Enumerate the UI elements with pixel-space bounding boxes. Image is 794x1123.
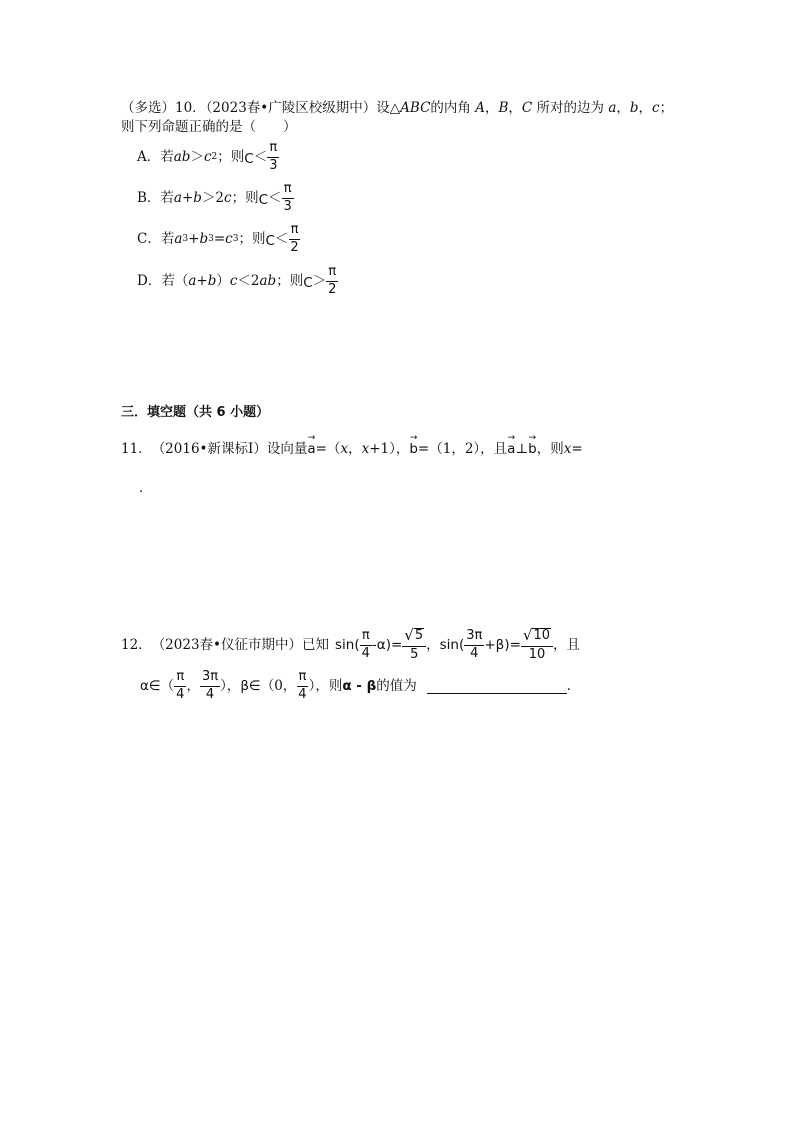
option-cond: a+b — [173, 189, 202, 206]
q11-var: x — [563, 441, 572, 457]
option-then: ；则 — [231, 189, 259, 206]
q10-var: b — [629, 100, 639, 116]
option-cond: a — [174, 230, 183, 247]
vector-letter: b — [409, 441, 418, 457]
frac-num: π — [297, 670, 309, 687]
option-rel: ＞ — [312, 272, 327, 289]
q10-text: 设△ — [376, 100, 401, 116]
option-d — [137, 265, 338, 298]
option-cond: a+b — [188, 272, 217, 289]
perp-symbol: ⊥ — [515, 441, 529, 457]
q11-source: （2016•新课标Ⅰ） — [151, 441, 267, 457]
option-cond: c — [203, 148, 212, 165]
q11-text: =（1，2），且 — [417, 441, 508, 457]
q10-var: A — [475, 100, 485, 116]
punct: ， — [186, 677, 200, 694]
radicand: 5 — [414, 628, 424, 643]
option-cond: ＜2 — [237, 272, 260, 289]
option-label: C．若 — [137, 230, 175, 247]
section-heading: 三．填空题（共 6 小题） — [121, 405, 270, 420]
q10-punct: ， — [638, 100, 653, 116]
vector-arrow-icon: → — [528, 433, 537, 443]
option-sup: 3 — [182, 233, 189, 244]
vector-letter: b — [528, 441, 537, 457]
option-cond: c — [229, 272, 238, 289]
sqrt-symbol: √ 5 — [404, 626, 424, 644]
option-rel: ＜ — [268, 189, 282, 206]
option-label: A．若 — [137, 148, 174, 165]
q10-var: a — [608, 100, 617, 116]
equals: = — [390, 636, 403, 653]
q12-text: ，且 — [553, 636, 581, 653]
frac-num: π — [282, 182, 294, 199]
q10-line1 — [121, 102, 673, 116]
frac-num: π — [174, 670, 186, 687]
option-cond: ab — [259, 272, 277, 289]
option-cond: ＞2 — [201, 189, 225, 206]
option-var: C — [244, 150, 254, 167]
vector-arrow-icon: → — [507, 433, 516, 443]
q11-text: ，则 — [536, 441, 564, 457]
frac-den: 5 — [410, 646, 419, 662]
option-c-fraction — [288, 223, 300, 256]
paren: ) — [385, 636, 391, 653]
q12-expr: （0， — [260, 677, 297, 694]
paren: ( — [354, 636, 360, 653]
equals: = — [509, 636, 521, 653]
option-rel: ＜ — [274, 230, 289, 247]
option-cond: = — [213, 230, 226, 247]
vector-b-2 — [528, 433, 537, 457]
option-d-fraction — [326, 265, 338, 298]
q11-line — [121, 433, 583, 457]
sin-func: sin — [439, 636, 459, 653]
q10-text: 的内角 — [430, 100, 471, 116]
q12-expr: +β — [484, 636, 505, 653]
option-cond: ） — [216, 272, 230, 289]
q12-expr: α∈ — [140, 677, 161, 694]
paren: ) — [504, 636, 510, 653]
q10-text: 所对的边为 — [536, 100, 605, 116]
q12-text: 的值为 — [376, 677, 417, 694]
option-sup: 3 — [232, 233, 239, 244]
q12-frac-pi-4-b — [174, 670, 186, 703]
q12-target-expr: α - β — [342, 677, 377, 694]
option-var: C — [303, 274, 313, 291]
vector-letter: a — [307, 441, 316, 457]
q11-text: =（ — [315, 441, 341, 457]
q10-var: B — [498, 100, 509, 116]
q12-frac-pi-4-c — [296, 670, 308, 703]
frac-den: 4 — [176, 686, 185, 702]
frac-den: 4 — [361, 645, 370, 661]
q10-number: 10． — [175, 100, 206, 116]
frac-den: 4 — [298, 686, 307, 702]
q11-answer-blank[interactable]: ． — [139, 480, 153, 496]
frac-num: π — [267, 141, 279, 158]
option-rel: ＜ — [253, 148, 268, 165]
option-sup: 2 — [211, 151, 218, 162]
option-sup: 3 — [208, 233, 214, 244]
vector-arrow-icon: → — [307, 433, 316, 443]
q12-line2 — [140, 670, 580, 703]
q12-text: 已知 — [302, 636, 330, 653]
q12-expr: β∈ — [240, 677, 261, 694]
frac-num: 3π — [464, 629, 484, 646]
q10-punct: ， — [616, 100, 630, 116]
q10-var: c — [652, 100, 660, 116]
sin-func: sin — [335, 636, 355, 653]
punct: ）， — [220, 677, 241, 694]
frac-den: 10 — [528, 646, 546, 662]
q12-source: （2023春•仪征市期中） — [151, 636, 303, 653]
q11-var: x — [361, 441, 370, 457]
option-then: ；则 — [238, 230, 266, 247]
q10-tag: （多选） — [121, 100, 175, 116]
option-label: B．若 — [137, 189, 174, 206]
sqrt-symbol: √ 10 — [522, 626, 551, 644]
option-label: D．若（ — [137, 272, 189, 289]
q12-frac-pi-4 — [360, 629, 372, 662]
q12-frac-sqrt5 — [402, 628, 426, 663]
frac-den: 4 — [205, 686, 215, 702]
q10-var: C — [521, 100, 533, 116]
paren: ( — [458, 636, 465, 653]
q12-frac-3pi-4-b — [200, 670, 220, 703]
option-cond: ab — [173, 148, 191, 165]
option-b — [137, 182, 294, 215]
q12-line1 — [121, 628, 580, 663]
q11-var: x — [340, 441, 349, 457]
q11-text: +1）， — [369, 441, 410, 457]
option-then: ；则 — [217, 148, 245, 165]
option-cond: b — [199, 230, 209, 247]
frac-num: π — [326, 265, 338, 282]
vector-a-2 — [507, 433, 516, 457]
option-var: C — [265, 232, 275, 249]
paren: （ — [160, 677, 175, 694]
frac-den: 4 — [470, 645, 479, 661]
q12-frac-3pi-4 — [464, 629, 484, 662]
q10-punct: ， — [508, 100, 522, 116]
option-then: ；则 — [276, 272, 304, 289]
option-cond: c — [225, 230, 233, 247]
q10-punct: ， — [484, 100, 499, 116]
q11-text: ， — [348, 441, 362, 457]
q12-frac-sqrt10 — [521, 628, 553, 663]
radicand: 10 — [533, 628, 551, 643]
vector-arrow-icon: → — [409, 433, 418, 443]
frac-den: 2 — [328, 281, 337, 297]
option-a — [137, 141, 279, 174]
vector-b — [409, 433, 418, 457]
frac-num: 3π — [200, 670, 220, 687]
q10-triangle: ABC — [400, 100, 431, 116]
frac-den: 3 — [283, 198, 292, 214]
punct: ． — [566, 677, 581, 694]
vector-letter: a — [507, 441, 516, 457]
q11-text: = — [571, 441, 583, 457]
option-c — [137, 223, 301, 256]
option-cond: + — [188, 230, 200, 247]
option-cond: c — [224, 189, 232, 206]
q10-punct: ； — [659, 100, 674, 116]
q12-text: ），则 — [308, 677, 343, 694]
frac-num: π — [360, 629, 372, 646]
option-cond: ＞ — [190, 148, 204, 165]
punct: ， — [426, 636, 440, 653]
option-b-fraction — [282, 182, 294, 215]
q11-number: 11． — [121, 441, 152, 457]
frac-num: π — [289, 223, 301, 240]
q12-number: 12． — [121, 636, 152, 653]
q10-source: （2023春•广陵区校级期中） — [205, 100, 377, 116]
frac-den: 3 — [269, 157, 278, 173]
q12-expr: -α — [371, 636, 386, 653]
vector-a — [307, 433, 316, 457]
frac-den: 2 — [290, 239, 299, 255]
option-var: C — [258, 191, 269, 208]
answer-blank[interactable] — [427, 679, 567, 694]
option-a-fraction — [267, 141, 279, 174]
q11-text: 设向量 — [266, 441, 308, 457]
q10-line2: 则下列命题正确的是（ ） — [121, 119, 297, 135]
